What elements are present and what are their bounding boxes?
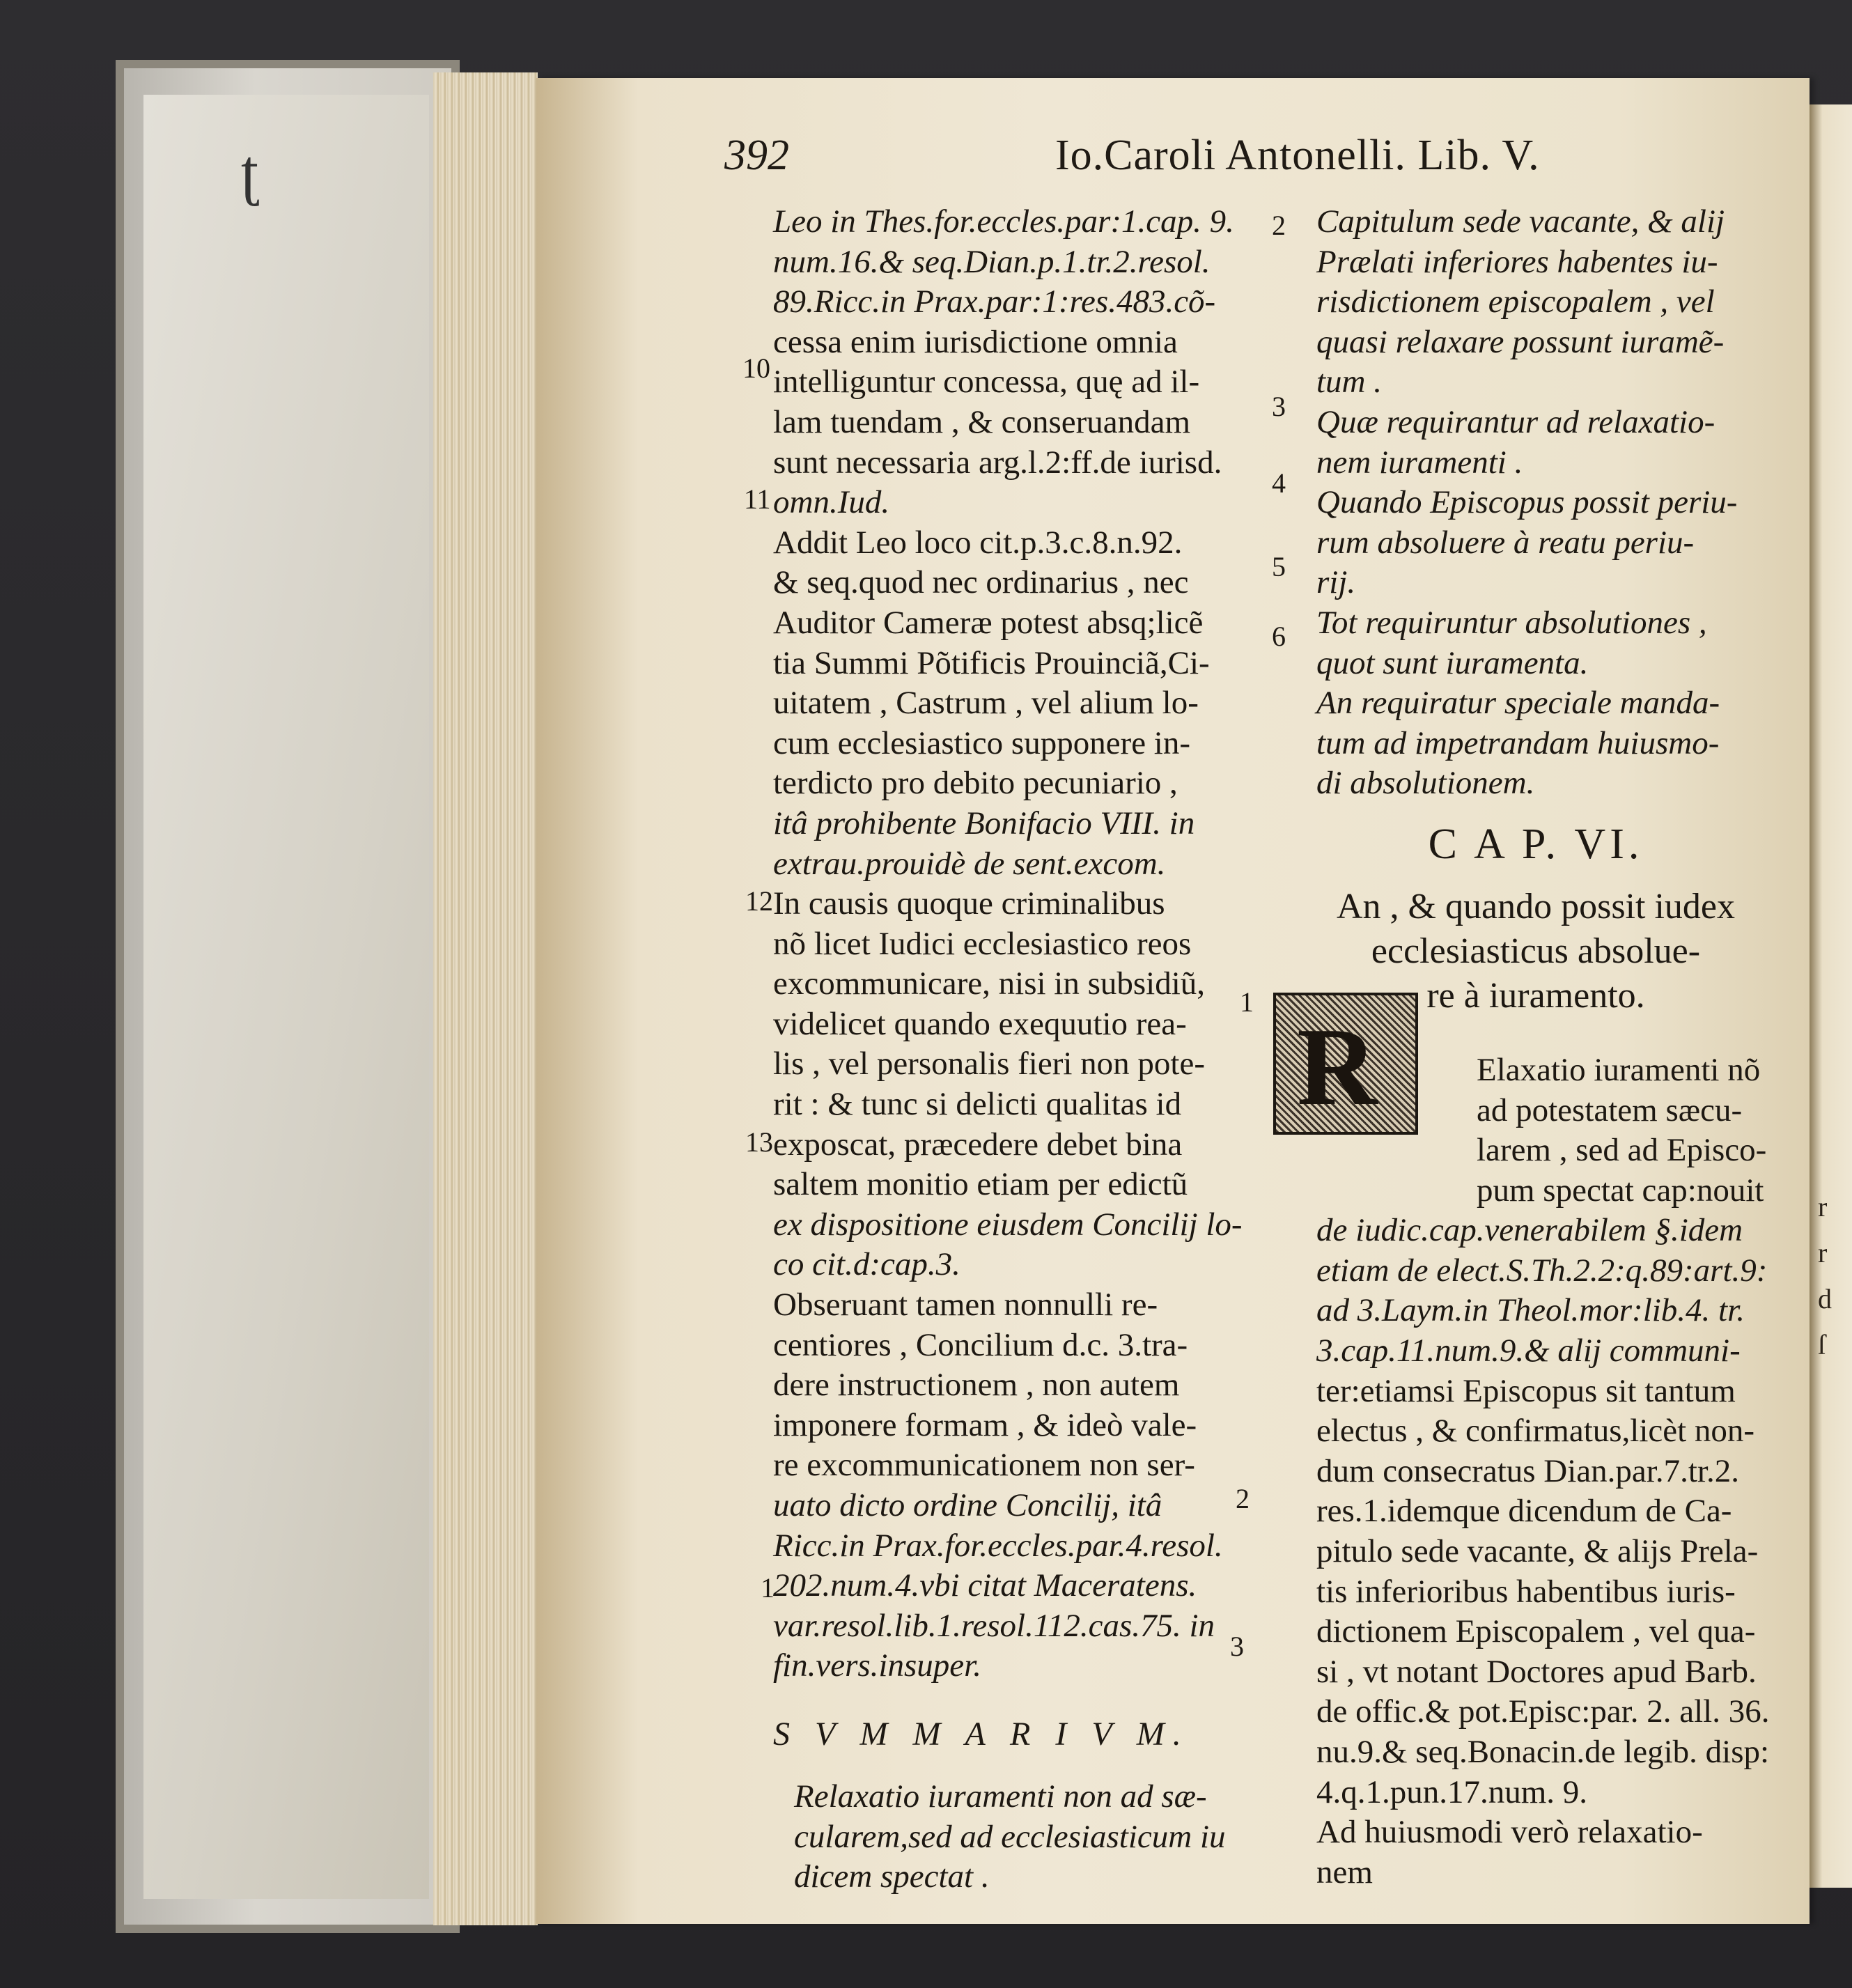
text-line: exposcat, præcedere debet bina [773,1126,1183,1163]
text-line: An requiratur speciale manda- [1316,685,1720,722]
text-line: videlicet quando exequutio rea- [773,1005,1187,1042]
margin-number: 1 [1240,986,1254,1018]
text-line: Obseruant tamen nonnulli re- [773,1287,1158,1323]
text-line: excommunicare, nisi in subsidiũ, [773,965,1206,1002]
text-line: larem , sed ad Episco- [1477,1132,1767,1169]
left-column [773,202,1243,1897]
summary-number: 5 [1272,551,1286,582]
text-line: etiam de elect.S.Th.2.2:q.89:art.9: [1316,1252,1768,1289]
chapter-subtitle: An , & quando possit iudex ecclesiasticus absolue- re à iuramento. [1337,886,1735,1016]
text-line: di absolutionem. [1316,765,1535,802]
text-line: ad potestatem sæcu- [1477,1092,1743,1128]
text-line: nem iuramenti . [1316,444,1523,481]
text-line: num.16.& seq.Dian.p.1.tr.2.resol. [773,243,1211,280]
text-line: Leo in Thes.for.eccles.par:1.cap. 9. [773,203,1234,240]
text-line: omn.Iud. [773,484,890,521]
page-edges [433,72,538,1925]
text-line: cum ecclesiastico supponere in- [773,724,1191,761]
text-line: quot sunt iuramenta. [1316,644,1589,681]
text-line: nu.9.& seq.Bonacin.de legib. disp: [1316,1734,1770,1770]
text-line: dere instructionem , non autem [773,1367,1180,1404]
text-line: 4.q.1.pun.17.num. 9. [1316,1773,1588,1810]
margin-number: 10 [742,352,770,384]
page-header [724,125,1741,195]
text-line: Capitulum sede vacante, & alij [1316,203,1725,240]
text-line: ad 3.Laym.in Theol.mor:lib.4. tr. [1316,1292,1745,1329]
text-line: Prælati inferiores habentes iu- [1316,243,1718,280]
text-line: dicem spectat . [794,1858,990,1895]
text-line: fin.vers.insuper. [773,1647,981,1684]
cover-ink-mark: ʈ [241,138,259,207]
text-line: saltem monitio etiam per edictũ [773,1166,1188,1203]
text-line: tis inferioribus habentibus iuris- [1316,1573,1736,1610]
text-line: terdicto pro debito pecuniario , [773,765,1178,802]
text-line: cularem,sed ad ecclesiasticum iu [794,1818,1226,1855]
page-number: 392 [724,132,789,179]
text-line: intelliguntur concessa, quę ad il- [773,364,1200,401]
chapter-body [1316,1050,1770,1893]
text-line: Quando Episcopus possit periu- [1316,484,1738,521]
summary-list [1316,202,1755,804]
margin-number: 2 [1236,1483,1250,1514]
text-line: Ricc.in Prax.for.eccles.par.4.resol. [773,1527,1223,1564]
summary-number: 2 [1272,210,1286,241]
summary-number: 3 [1272,391,1286,422]
text-line: dum consecratus Dian.par.7.tr.2. [1316,1452,1739,1489]
text-line: Tot requiruntur absolutiones , [1316,604,1707,641]
text-line: 3.cap.11.num.9.& alij communi- [1316,1333,1741,1369]
summary-item-1 [773,1777,1233,1897]
text-line: risdictionem episcopalem , vel [1316,284,1715,320]
summary-number: 4 [1272,467,1286,499]
text-line: nõ licet Iudici ecclesiastico reos [773,925,1192,962]
text-line: imponere formam , & ideò vale- [773,1406,1197,1443]
text-line: quasi relaxare possunt iuramẽ- [1316,323,1725,360]
text-line: rij. [1316,564,1356,601]
text-line: centiores , Concilium d.c. 3.tra- [773,1326,1188,1363]
text-line: tum ad impetrandam huiusmo- [1316,724,1720,761]
text-line: 202.num.4.vbi citat Maceratens. [773,1567,1197,1604]
summarium-heading: S V M M A R I V M. [773,1715,1190,1753]
summary-number: 6 [1272,621,1286,652]
book-cover [124,68,451,1925]
text-line: dictionem Episcopalem , vel qua- [1316,1613,1756,1650]
text-line: Relaxatio iuramenti non ad sæ- [794,1778,1207,1815]
decorated-initial: R [1273,993,1418,1135]
text-line: cessa enim iurisdictione omnia [773,323,1178,360]
text-line: uato dicto ordine Concilij, itâ [773,1487,1162,1523]
text-line: Auditor Cameræ potest absq;licẽ [773,604,1204,641]
facing-page-edge [1810,104,1852,1888]
text-line: re excommunicationem non ser- [773,1447,1195,1484]
text-line: de offic.& pot.Episc:par. 2. all. 36. [1316,1693,1770,1730]
text-line: lam tuendam , & conseruandam [773,403,1191,440]
margin-number: 3 [1230,1631,1244,1662]
text-line: lis , vel personalis fieri non pote- [773,1046,1205,1082]
text-line: uitatem , Castrum , vel alium lo- [773,685,1199,722]
text-line: 89.Ricc.in Prax.par:1:res.483.cõ- [773,284,1216,320]
text-line: Elaxatio iuramenti nõ [1477,1051,1761,1088]
left-text-lines [773,202,1243,1686]
text-line: pum spectat cap:nouit [1477,1172,1764,1209]
text-line: nem [1316,1854,1373,1890]
text-line: In causis quoque criminalibus [773,885,1165,922]
chapter-title: C A P. VI. [1428,820,1644,868]
text-line: ter:etiamsi Episcopus sit tantum [1316,1372,1736,1409]
text-line: electus , & confirmatus,licèt non- [1316,1413,1755,1450]
text-line: var.resol.lib.1.resol.112.cas.75. in [773,1607,1215,1644]
summary-number: 1 [761,1572,775,1603]
text-line: si , vt notant Doctores apud Barb. [1316,1653,1757,1690]
margin-number: 11 [744,483,771,515]
text-line: Addit Leo loco cit.p.3.c.8.n.92. [773,524,1183,561]
text-line: res.1.idemque dicendum de Ca- [1316,1493,1732,1530]
text-line: rum absoluere à reatu periu- [1316,524,1695,561]
text-line: sunt necessaria arg.l.2:ff.de iurisd. [773,444,1222,481]
cover-inner [143,95,429,1899]
text-line: extrau.prouidè de sent.excom. [773,845,1166,882]
text-line: ex dispositione eiusdem Concilij lo- [773,1206,1243,1243]
text-line: de iudic.cap.venerabilem §.idem [1316,1212,1743,1249]
margin-number: 13 [745,1126,773,1158]
text-line: pitulo sede vacante, & alijs Prela- [1316,1533,1759,1570]
text-line: Ad huiusmodi verò relaxatio- [1316,1814,1703,1851]
text-line: co cit.d:cap.3. [773,1246,960,1283]
text-line: Quæ requirantur ad relaxatio- [1316,403,1715,440]
running-head: Io.Caroli Antonelli. Lib. V. [1055,132,1540,179]
text-line: tia Summi Põtificis Prouinciã,Ci- [773,644,1210,681]
text-line: tum . [1316,364,1382,401]
margin-number: 12 [745,885,773,917]
text-line: itâ prohibente Bonifacio VIII. in [773,805,1195,841]
facing-page-fragments: r r d ſ [1818,1191,1832,1360]
text-line: & seq.quod nec ordinarius , nec [773,564,1189,601]
text-line: rit : & tunc si delicti qualitas id [773,1086,1182,1123]
